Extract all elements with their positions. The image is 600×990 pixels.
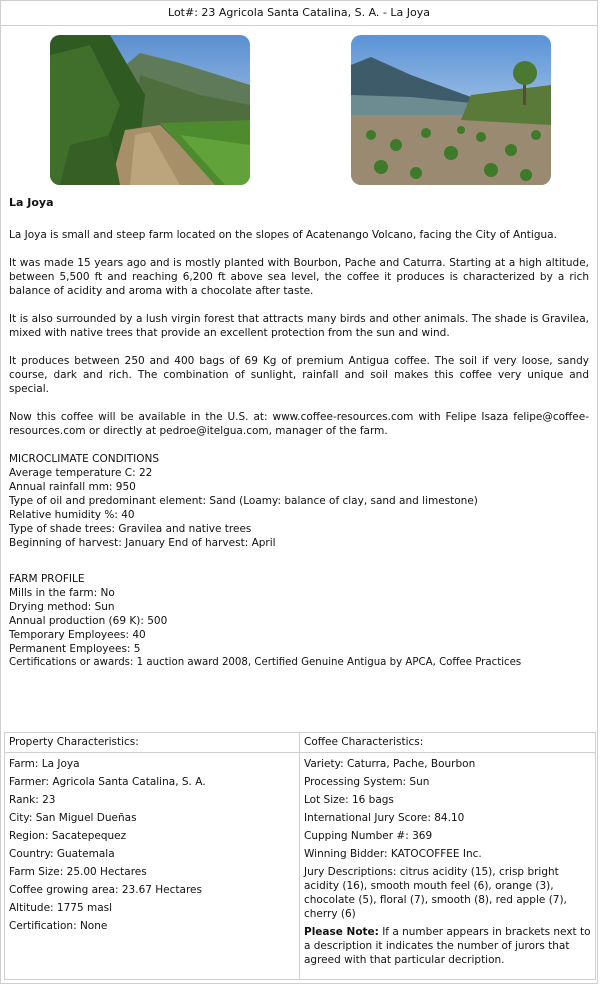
property-row: City: San Miguel Dueñas xyxy=(9,812,137,824)
coffee-row: Winning Bidder: KATOCOFFEE Inc. xyxy=(304,848,482,860)
farm-field-photo xyxy=(351,35,551,185)
coffee-row: International Jury Score: 84.10 xyxy=(304,812,465,824)
section-heading: MICROCLIMATE CONDITIONS xyxy=(9,453,160,465)
farm-profile-line: Annual production (69 K): 500 xyxy=(9,615,168,627)
property-row: Coffee growing area: 23.67 Hectares xyxy=(9,884,202,896)
lot-title: Lot#: 23 Agricola Santa Catalina, S. A. - La Joya xyxy=(1,1,597,26)
characteristics-table xyxy=(4,732,596,980)
coffee-heading: Coffee Characteristics: xyxy=(300,733,595,753)
coffee-row: Cupping Number #: 369 xyxy=(304,830,433,842)
farm-profile-line: Certifications or awards: 1 auction award 2008, Certified Genuine Antigua by APCA, Coffee Practices xyxy=(9,657,522,668)
property-row: Farm Size: 25.00 Hectares xyxy=(9,866,147,878)
please-note xyxy=(304,925,591,967)
microclimate-line: Type of oil and predominant element: Sand (Loamy: balance of clay, sand and limestone) xyxy=(9,495,478,507)
farm-profile-line: Permanent Employees: 5 xyxy=(9,643,141,655)
property-heading: Property Characteristics: xyxy=(5,733,299,753)
section-heading: FARM PROFILE xyxy=(9,573,85,585)
farm-path-photo xyxy=(50,35,250,185)
coffee-characteristics xyxy=(300,733,595,979)
microclimate-line: Relative humidity %: 40 xyxy=(9,509,135,521)
photo-strip xyxy=(1,26,597,186)
property-row: Rank: 23 xyxy=(9,794,56,806)
property-row: Country: Guatemala xyxy=(9,848,115,860)
paragraph: It produces between 250 and 400 bags of 69 Kg of premium Antigua coffee. The soil if very loose, sandy course, dark and rich. The combination of sunlight, rainfall and soil makes this coffee very unique and special. xyxy=(9,355,589,395)
microclimate-line: Annual rainfall mm: 950 xyxy=(9,481,136,493)
property-row: Certification: None xyxy=(9,920,108,932)
note-label: Please Note: xyxy=(304,926,379,938)
paragraph: La Joya is small and steep farm located on the slopes of Acatenango Volcano, facing the City of Antigua. xyxy=(9,229,557,241)
property-row: Altitude: 1775 masl xyxy=(9,902,113,914)
microclimate-line: Type of shade trees: Gravilea and native trees xyxy=(9,523,252,535)
jury-descriptions: Jury Descriptions: citrus acidity (15), crisp bright acidity (16), smooth mouth feel (6), orange (3), chocolate (5), floral (7), smooth (8), red apple (7), cherry (6) xyxy=(304,866,567,920)
property-characteristics xyxy=(5,733,300,979)
property-row: Region: Sacatepequez xyxy=(9,830,127,842)
property-row: Farmer: Agricola Santa Catalina, S. A. xyxy=(9,776,206,788)
paragraph: It was made 15 years ago and is mostly planted with Bourbon, Pache and Caturra. Starting at a high altitude, between 5,500 ft and reaching 6,200 ft above sea level, the coffee it produces is characterized by a rich balance of acidity and aroma with a chocolate after taste. xyxy=(9,257,589,297)
farm-profile-line: Temporary Employees: 40 xyxy=(9,629,146,641)
property-row: Farm: La Joya xyxy=(9,758,80,770)
note-text: If a number appears in brackets next to a description it indicates the number of jurors that agreed with that particular decription. xyxy=(304,926,591,966)
microclimate-section xyxy=(9,452,589,550)
microclimate-line: Beginning of harvest: January End of harvest: April xyxy=(9,537,276,549)
farm-description xyxy=(1,196,597,670)
microclimate-line: Average temperature C: 22 xyxy=(9,467,153,479)
farm-profile-line: Mills in the farm: No xyxy=(9,587,115,599)
farm-title: La Joya xyxy=(9,196,54,209)
paragraph: Now this coffee will be available in the U.S. at: www.coffee-resources.com with Felipe Isaza felipe@coffee-resources.com or directly at pedroe@itelgua.com, manager of the farm. xyxy=(9,411,589,437)
farm-profile-section xyxy=(9,572,589,670)
coffee-row: Processing System: Sun xyxy=(304,776,430,788)
farm-profile-line: Drying method: Sun xyxy=(9,601,115,613)
coffee-row: Variety: Caturra, Pache, Bourbon xyxy=(304,758,476,770)
coffee-row: Lot Size: 16 bags xyxy=(304,794,394,806)
paragraph: It is also surrounded by a lush virgin forest that attracts many birds and other animals. The shade is Gravilea, mixed with native trees that provide an excellent protection from the sun and wind. xyxy=(9,313,589,339)
